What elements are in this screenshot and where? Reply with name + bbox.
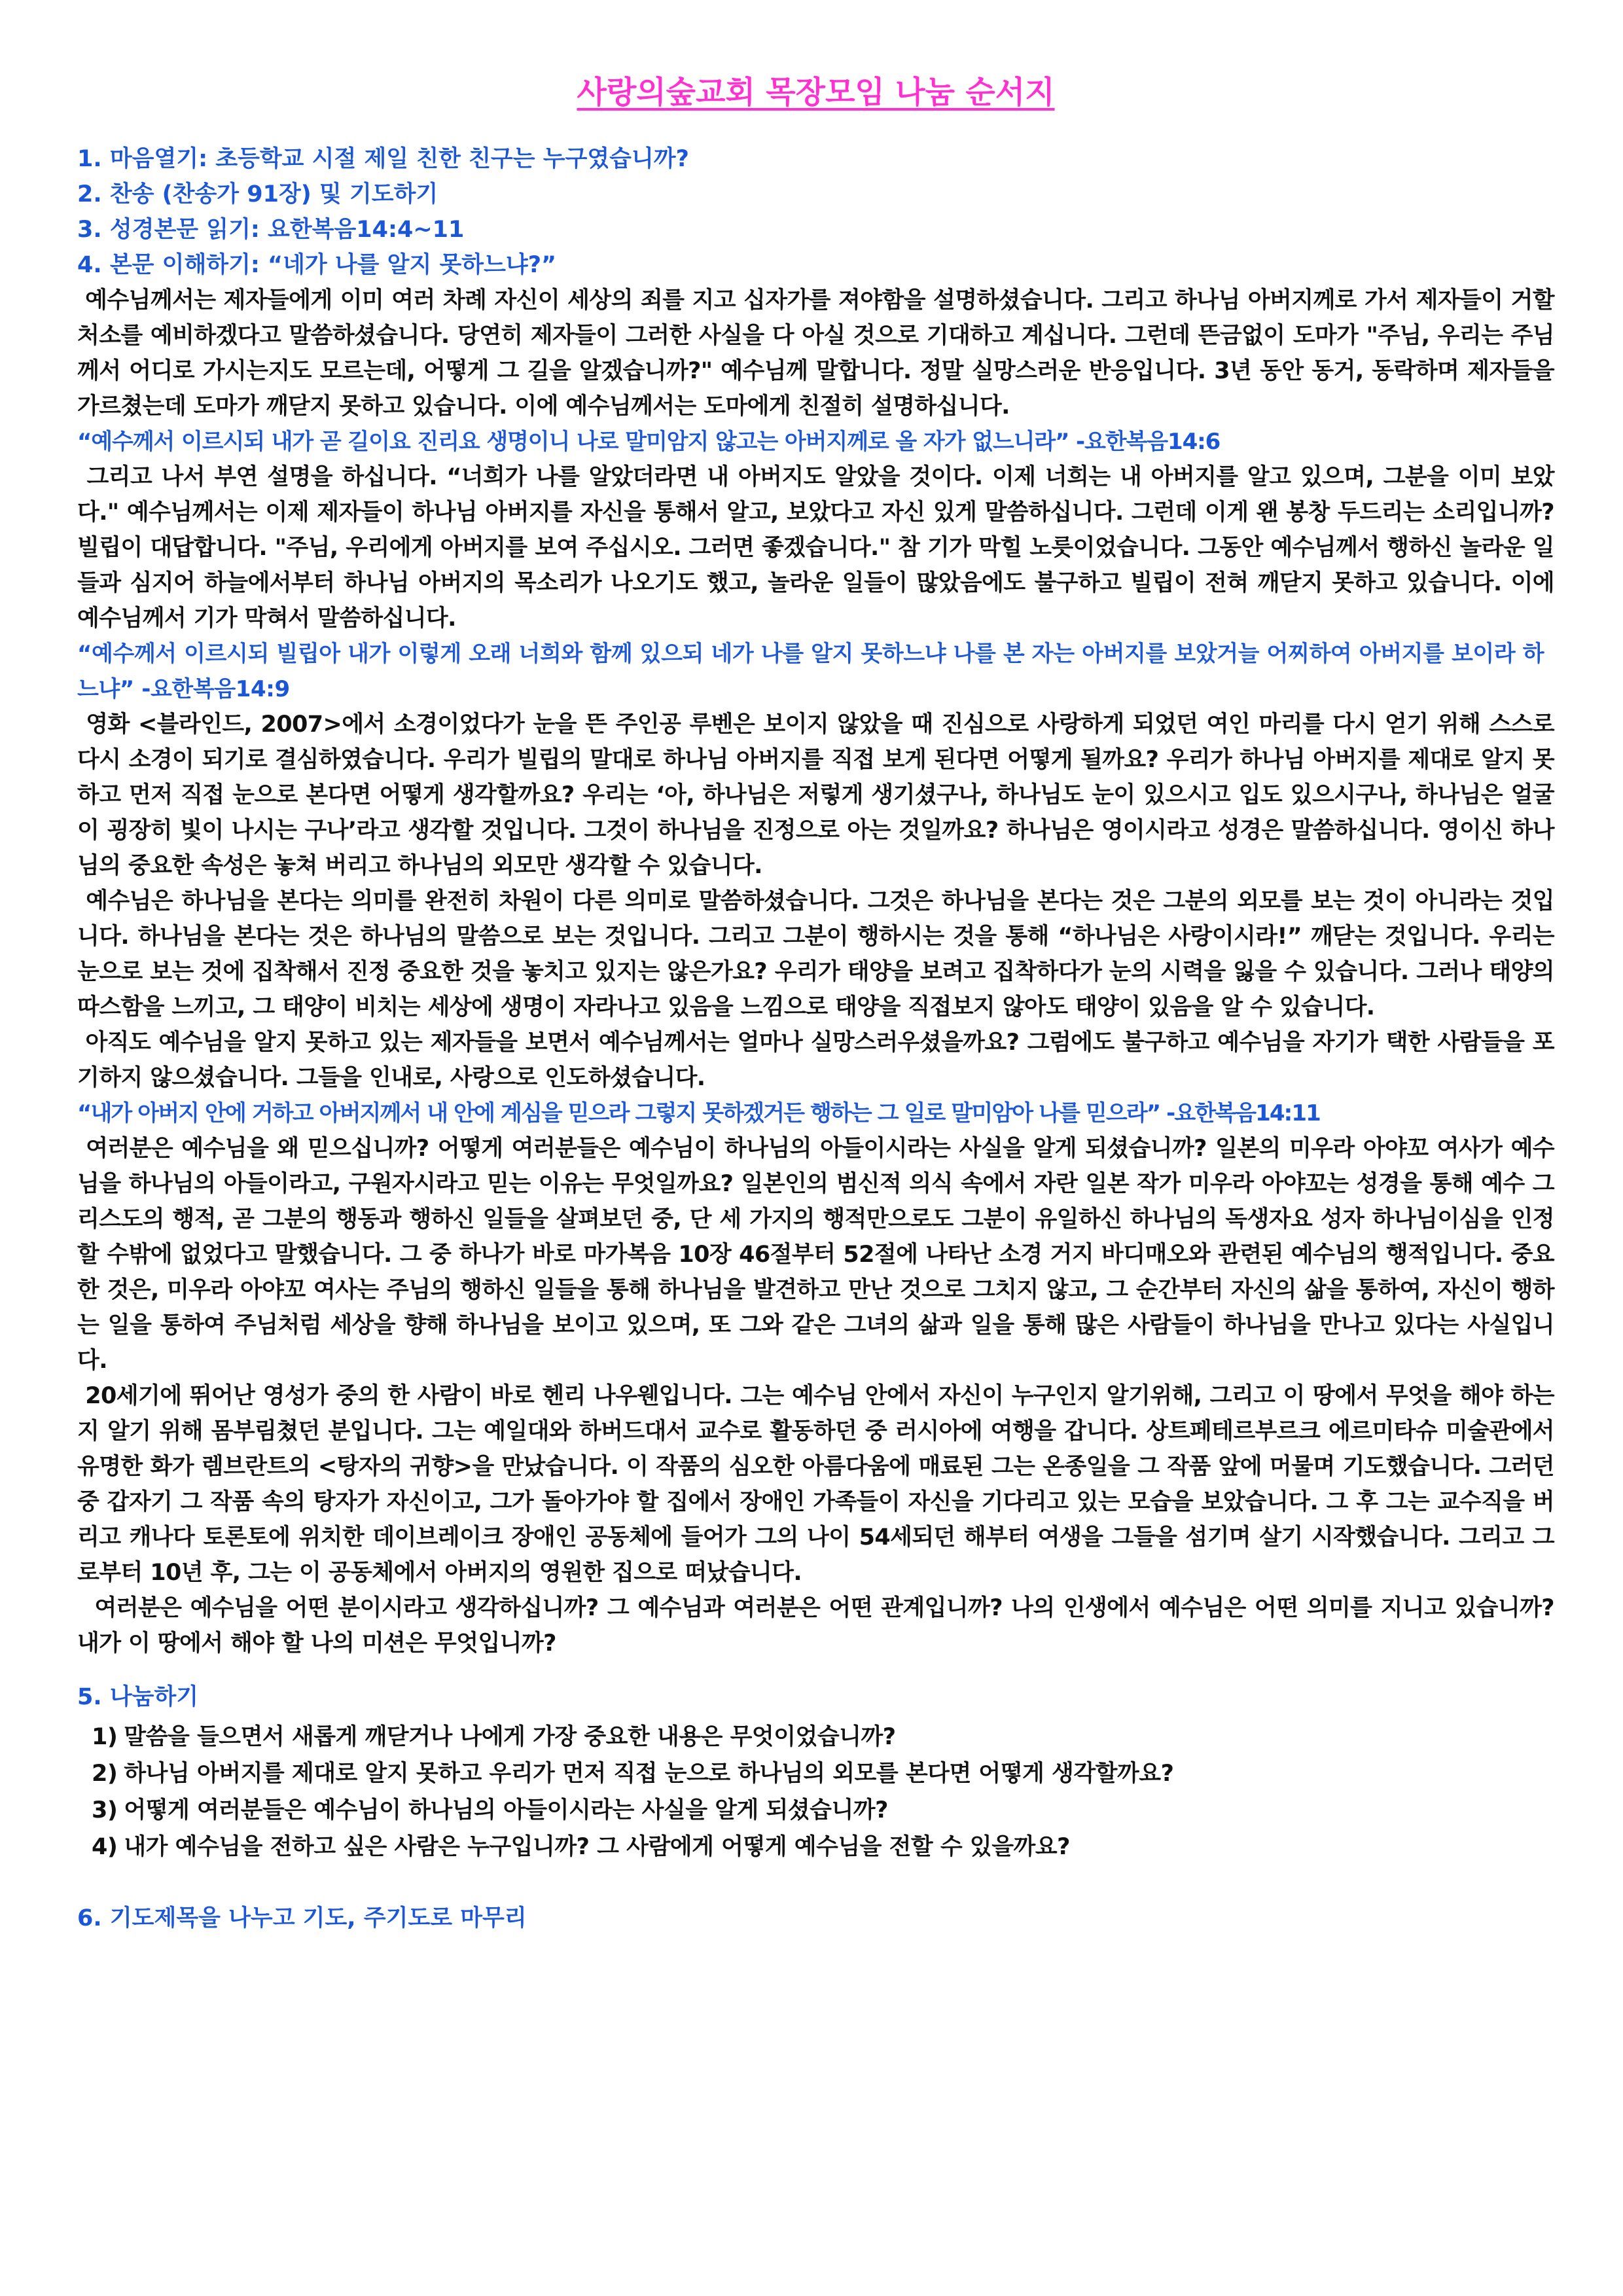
body-paragraph-8-text: 여러분은 예수님을 어떤 분이시라고 생각하십니까? 그 예수님과 여러분은 어떤 관계입니까? 나의 인생에서 예수님은 어떤 의미를 지니고 있습니까? 내가 이 땅에서 해야 할 나의 미션은 무엇입니까? <box>77 1595 1554 1657</box>
body-paragraph-1-text: 예수님께서는 제자들에게 이미 여러 차례 자신이 세상의 죄를 지고 십자가를 져야함을 설명하셨습니다. 그리고 하나님 아버지께로 가서 제자들이 거할 처소를 예비하겠다고 말씀하셨습니다. 당연히 제자들이 그러한 사실을 다 아실 것으로 기대하고 계십니다. 그런데 뜬금없이 도마가 "주님, 우리는 주님께서 어디로 가시는지도 모르는데, 어떻게 그 길을 알겠습니까?" 예수님께 말합니다. 정말 실망스러운 반응입니다. 3년 동안 동거, 동락하며 제자들을 가르쳤는데 도마가 깨닫지 못하고 있습니다. 이에 예수님께서는 도마에게 친절히 설명하십니다. <box>77 287 1554 420</box>
share-question-item <box>77 1719 1554 1755</box>
section-4-heading: 4. 본문 이해하기: “네가 나를 알지 못하느냐?” <box>77 252 557 278</box>
body-paragraph-4 <box>77 884 1554 1025</box>
body-paragraph-4-text: 예수님은 하나님을 본다는 의미를 완전히 차원이 다른 의미로 말씀하셨습니다. 그것은 하나님을 본다는 것은 그분의 외모를 보는 것이 아니라는 것입니다. 하나님을 본다는 것은 하나님의 말씀으로 보는 것입니다. 그리고 그분이 행하시는 것을 통해 “하나님은 사랑이시라!” 깨닫는 것입니다. 우리는 눈으로 보는 것에 집착해서 진정 중요한 것을 놓치고 있지는 않은가요? 우리가 태양을 보려고 집착하다가 눈의 시력을 잃을 수 있습니다. 그러나 태양의 따스함을 느끼고, 그 태양이 비치는 세상에 생명이 자라나고 있음을 느낌으로 태양을 직접보지 않아도 태양이 있음을 알 수 있습니다. <box>77 888 1554 1020</box>
body-paragraph-3 <box>77 707 1554 884</box>
share-question-list <box>77 1719 1554 1865</box>
share-question-text: 어떻게 여러분들은 예수님이 하나님의 아들이시라는 사실을 알게 되셨습니까? <box>124 1797 888 1823</box>
section-5-heading: 5. 나눔하기 <box>77 1684 199 1710</box>
section-2-heading: 2. 찬송 (찬송가 91장) 및 기도하기 <box>77 181 438 207</box>
spacer <box>77 1661 1554 1679</box>
body-paragraph-7 <box>77 1378 1554 1590</box>
body-paragraph-1 <box>77 283 1554 424</box>
share-question-number: 1) <box>92 1724 118 1750</box>
section-6-heading: 6. 기도제목을 나누고 기도, 주기도로 마무리 <box>77 1905 527 1931</box>
scripture-quote-1: “예수께서 이르시되 내가 곧 길이요 진리요 생명이니 나로 말미암지 않고는 아버지께로 올 자가 없느니라” -요한복음14:6 <box>77 429 1221 455</box>
section-3-heading: 3. 성경본문 읽기: 요한복음14:4~11 <box>77 217 465 243</box>
share-question-item <box>77 1792 1554 1829</box>
spacer <box>77 1865 1554 1901</box>
section-1-heading: 1. 마음열기: 초등학교 시절 제일 친한 친구는 누구였습니까? <box>77 146 689 172</box>
body-paragraph-8 <box>77 1590 1554 1661</box>
scripture-quote-2: “예수께서 이르시되 빌립아 내가 이렇게 오래 너희와 함께 있으되 네가 나를 알지 못하느냐 나를 본 자는 아버지를 보았거늘 어찌하여 아버지를 보이라 하느냐” -요한복음14:9 <box>77 641 1544 702</box>
share-question-text: 말씀을 들으면서 새롭게 깨닫거나 나에게 가장 중요한 내용은 무엇이었습니까? <box>124 1724 896 1750</box>
share-question-item <box>77 1755 1554 1792</box>
share-question-number: 4) <box>92 1834 118 1860</box>
body-paragraph-5-text: 아직도 예수님을 알지 못하고 있는 제자들을 보면서 예수님께서는 얼마나 실망스러우셨을까요? 그럼에도 불구하고 예수님을 자기가 택한 사람들을 포기하지 않으셨습니다. 그들을 인내로, 사랑으로 인도하셨습니다. <box>77 1030 1554 1091</box>
share-question-number: 3) <box>92 1797 118 1823</box>
body-paragraph-3-text: 영화 <블라인드, 2007>에서 소경이었다가 눈을 뜬 주인공 루벤은 보이지 않았을 때 진심으로 사랑하게 되었던 여인 마리를 다시 얻기 위해 스스로 다시 소경이 되기로 결심하였습니다. 우리가 빌립의 말대로 하나님 아버지를 직접 보게 된다면 어떻게 될까요? 우리가 하나님 아버지를 제대로 알지 못하고 먼저 직접 눈으로 본다면 어떻게 생각할까요? 우리는 ‘아, 하나님은 저렇게 생기셨구나, 하나님도 눈이 있으시고 입도 있으시구나, 하나님은 얼굴이 굉장히 빛이 나시는 구나’라고 생각할 것입니다. 그것이 하나님을 진정으로 아는 것일까요? 하나님은 영이시라고 성경은 말씀하십니다. 영이신 하나님의 중요한 속성은 놓쳐 버리고 하나님의 외모만 생각할 수 있습니다. <box>77 711 1554 879</box>
body-paragraph-2 <box>77 459 1554 636</box>
document-title: 사랑의숲교회 목장모임 나눔 순서지 <box>577 75 1055 111</box>
body-paragraph-6 <box>77 1131 1554 1378</box>
body-paragraph-5 <box>77 1025 1554 1096</box>
share-question-item <box>77 1829 1554 1865</box>
body-paragraph-2-text: 그리고 나서 부연 설명을 하십니다. “너희가 나를 알았더라면 내 아버지도 알았을 것이다. 이제 너희는 내 아버지를 알고 있으며, 그분을 이미 보았다." 예수님께서는 이제 제자들이 하나님 아버지를 자신을 통해서 알고, 보았다고 자신 있게 말씀하십니다. 그런데 이게 왠 봉창 두드리는 소리입니까? 빌립이 대답합니다. "주님, 우리에게 아버지를 보여 주십시오. 그러면 좋겠습니다." 참 기가 막힐 노릇이었습니다. 그동안 예수님께서 행하신 놀라운 일들과 심지어 하늘에서부터 하나님 아버지의 목소리가 나오기도 했고, 놀라운 일들이 많았음에도 불구하고 빌립이 전혀 깨닫지 못하고 있습니다. 이에 예수님께서 기가 막혀서 말씀하십니다. <box>77 464 1555 632</box>
body-paragraph-6-text: 여러분은 예수님을 왜 믿으십니까? 어떻게 여러분들은 예수님이 하나님의 아들이시라는 사실을 알게 되셨습니까? 일본의 미우라 아야꼬 여사가 예수님을 하나님의 아들이라고, 구원자시라고 믿는 이유는 무엇일까요? 일본인의 범신적 의식 속에서 자란 일본 작가 미우라 아야꼬는 성경을 통해 예수 그리스도의 행적, 곧 그분의 행동과 행하신 일들을 살펴보던 중, 단 세 가지의 행적만으로도 그분이 유일하신 하나님의 독생자요 성자 하나님이심을 인정할 수밖에 없었다고 말했습니다. 그 중 하나가 바로 마가복음 10장 46절부터 52절에 나타난 소경 거지 바디매오와 관련된 예수님의 행적입니다. 중요한 것은, 미우라 아야꼬 여사는 주님의 행하신 일들을 통해 하나님을 발견하고 만난 것으로 그치지 않고, 그 순간부터 자신의 삶을 통하여, 자신이 행하는 일을 통하여 주님처럼 세상을 향해 하나님을 보이고 있으며, 또 그와 같은 그녀의 삶과 일을 통해 많은 사람들이 하나님을 만나고 있다는 사실입니다. <box>77 1136 1554 1374</box>
share-question-number: 2) <box>92 1761 118 1787</box>
share-question-text: 하나님 아버지를 제대로 알지 못하고 우리가 먼저 직접 눈으로 하나님의 외모를 본다면 어떻게 생각할까요? <box>124 1761 1174 1787</box>
body-paragraph-7-text: 20세기에 뛰어난 영성가 중의 한 사람이 바로 헨리 나우웬입니다. 그는 예수님 안에서 자신이 누구인지 알기위해, 그리고 이 땅에서 무엇을 해야 하는지 알기 위해 몸부림쳤던 분입니다. 그는 예일대와 하버드대서 교수로 활동하던 중 러시아에 여행을 갑니다. 상트페테르부르크 에르미타슈 미술관에서 유명한 화가 렘브란트의 <탕자의 귀향>을 만났습니다. 이 작품의 심오한 아름다움에 매료된 그는 온종일을 그 작품 앞에 머물며 기도했습니다. 그러던 중 갑자기 그 작품 속의 탕자가 자신이고, 그가 돌아가야 할 집에서 장애인 가족들이 자신을 기다리고 있는 모습을 보았습니다. 그 후 그는 교수직을 버리고 캐나다 토론토에 위치한 데이브레이크 장애인 공동체에 들어가 그의 나이 54세되던 해부터 여생을 그들을 섬기며 살기 시작했습니다. 그리고 그로부터 10년 후, 그는 이 공동체에서 아버지의 영원한 집으로 떠났습니다. <box>77 1383 1554 1586</box>
share-question-text: 내가 예수님을 전하고 싶은 사람은 누구입니까? 그 사람에게 어떻게 예수님을 전할 수 있을까요? <box>124 1834 1070 1860</box>
scripture-quote-3: “내가 아버지 안에 거하고 아버지께서 내 안에 계심을 믿으라 그렇지 못하겠거든 행하는 그 일로 말미암아 나를 믿으라” -요한복음14:11 <box>77 1100 1320 1126</box>
